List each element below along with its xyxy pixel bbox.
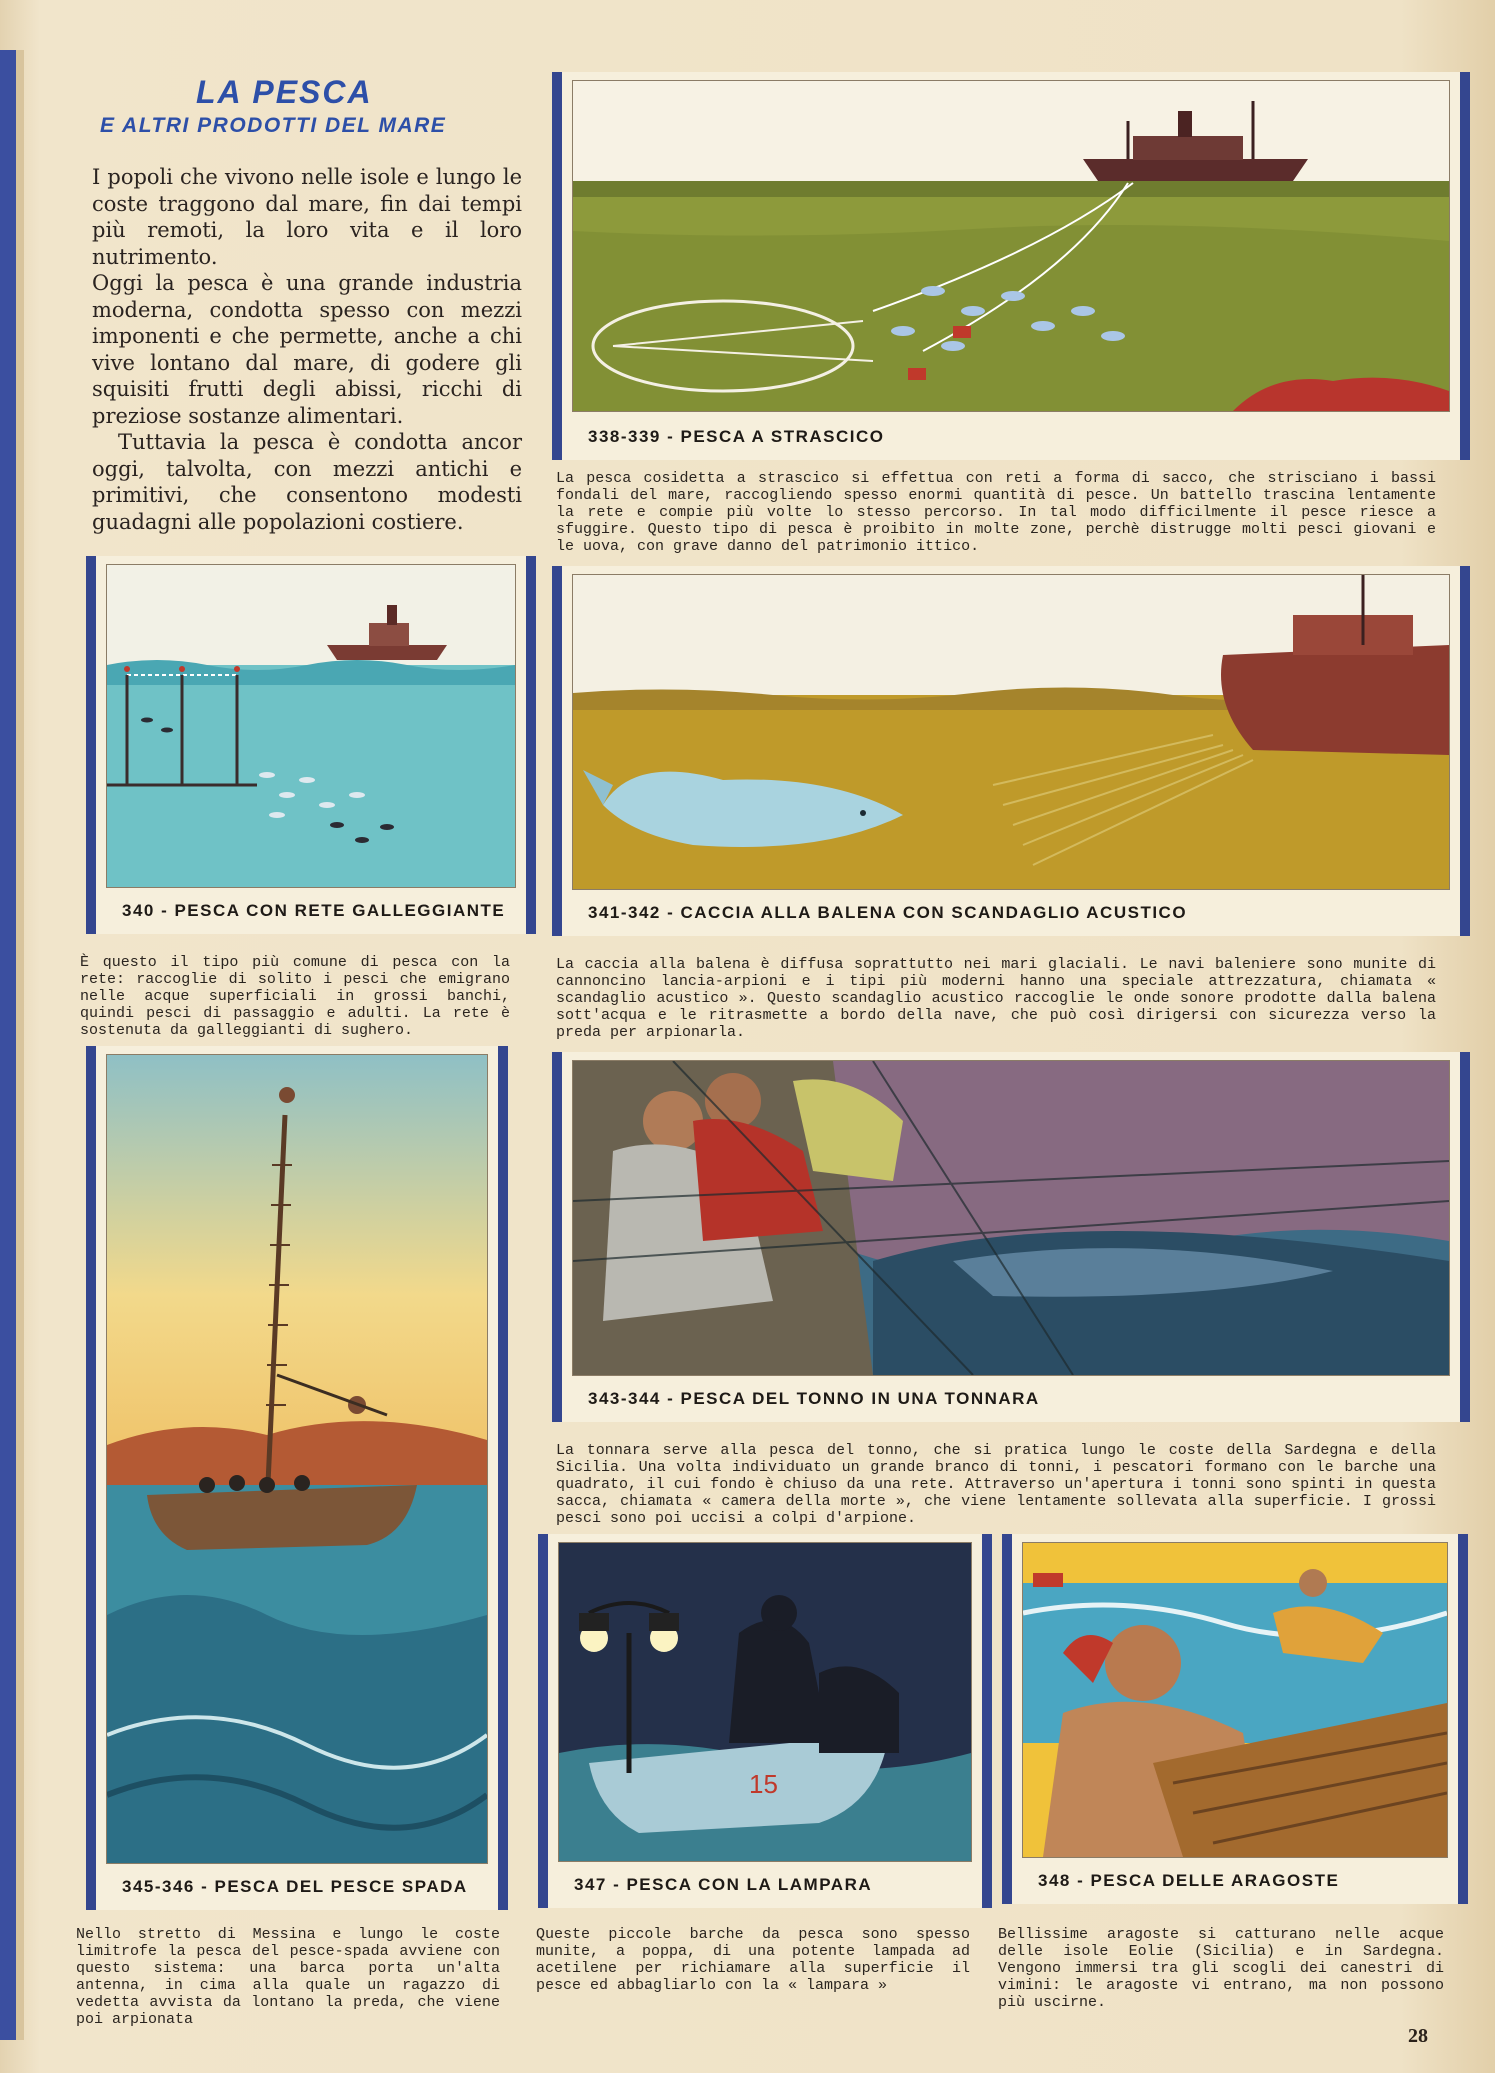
description-347: Queste piccole barche da pesca sono spesso munite, a poppa, di una potente lampada ad acetilene per richiamare alla superficie il pesce ed abbagliarlo con la « lampara » [536,1926,970,1994]
illustration-whale-hunt [572,574,1450,890]
illustration-lampara [558,1542,972,1862]
card-caccia-alla-balena [552,566,1470,936]
description-338: La pesca cosidetta a strascico si effettua con reti a forma di sacco, che strisciano i bassi fondali del mare, raccogliendo spesso enormi quantità di pesce. Un battello trascina lentamente la rete e compie più volte lo stesso percorso. In tal modo difficilmente il pesce riesce a sfuggire. Questo tipo di pesca è proibito in molte zone, perchè distrugge molti pesci giovani e le uova, con grave danno del patrimonio ittico. [556,470,1436,555]
intro-paragraph: Oggi la pesca è una grande industria moderna, condotta spesso con mezzi imponenti e che permette, anche a chi vive lontano dal mare, di godere gli squisiti frutti degli abissi, ricchi di preziose sostanze alimentari. [92,271,522,428]
illustration-tuna-trap [572,1060,1450,1376]
illustration-trawl [572,80,1450,412]
intro-text [92,164,522,535]
card-pesca-con-la-lampara [538,1534,992,1908]
description-340: È questo il tipo più comune di pesca con la rete: raccoglie di solito i pesci che emigrano nelle acque superficiali in grossi banchi, quindi pesci di passaggio e adulti. La rete è sostenuta da galleggianti di sughero. [80,954,510,1039]
intro-paragraph: Tuttavia la pesca è condotta ancor oggi, talvolta, con mezzi antichi e primitivi, che consentono modesti guadagni alle popolazioni costiere. [92,430,522,534]
card-pesca-delle-aragoste [1002,1534,1468,1904]
card-pesca-del-tonno [552,1052,1470,1422]
page-spine [0,50,16,2040]
caption-345: 345-346 - PESCA DEL PESCE SPADA [108,1870,486,1904]
caption-347: 347 - PESCA CON LA LAMPARA [560,1868,970,1902]
card-pesca-del-pesce-spada [86,1046,508,1910]
caption-340: 340 - PESCA CON RETE GALLEGGIANTE [108,894,514,928]
description-348: Bellissime aragoste si catturano nelle acque delle isole Eolie (Sicilia) e in Sardegna. Vengono immersi tra gli scogli dei canestri di vimini: le aragoste vi entrano, ma non possono più uscirne. [998,1926,1444,2011]
page-number: 28 [1408,2025,1428,2047]
card-pesca-con-rete-galleggiante [86,556,536,934]
description-345: Nello stretto di Messina e lungo le coste limitrofe la pesca del pesce-spada avviene con questo sistema: una barca porta un'alta antenna, in cima alla quale un ragazzo di vedetta avvista da lontano la preda, che viene poi arpionata [76,1926,500,2028]
caption-338: 338-339 - PESCA A STRASCICO [574,420,1448,454]
intro-paragraph: I popoli che vivono nelle isole e lungo le coste traggono dal mare, fin dai tempi più remoti, la loro vita e il loro nutrimento. [92,165,522,269]
description-343: La tonnara serve alla pesca del tonno, che si pratica lungo le coste della Sardegna e della Sicilia. Una volta individuato un grande branco di tonni, i pescatori formano con le barche una quadrato, il cui fondo è chiuso da una rete. Attraverso un'apertura i tonni sono spinti in questa sacca, chiamata « camera della morte », che viene lentamente sollevata alla superficie. I grossi pesci sono poi uccisi a colpi d'arpione. [556,1442,1436,1527]
card-pesca-a-strascico [552,72,1470,460]
caption-343: 343-344 - PESCA DEL TONNO IN UNA TONNARA [574,1382,1448,1416]
caption-341: 341-342 - CACCIA ALLA BALENA CON SCANDAGLIO ACUSTICO [574,896,1448,930]
illustration-lobsters [1022,1542,1448,1858]
description-341: La caccia alla balena è diffusa soprattutto nei mari glaciali. Le navi baleniere sono munite di cannoncino lancia-arpioni e i tipi più moderni hanno una speciale attrezzatura, chiamata « scandaglio acustico ». Questo scandaglio acustico raccoglie le onde sonore prodotte dalla balena sott'acqua e le ritrasmette a bordo della nave, che può così dirigersi con sicurezza verso la preda per arpionarla. [556,956,1436,1041]
illustration-swordfish [106,1054,488,1864]
page-spine-edge [16,50,24,2040]
caption-348: 348 - PESCA DELLE ARAGOSTE [1024,1864,1446,1898]
page-title: LA PESCA [196,74,373,110]
page-subtitle: E ALTRI PRODOTTI DEL MARE [100,114,447,137]
boat-number: 15 [749,1769,778,1799]
illustration-floating-net [106,564,516,888]
